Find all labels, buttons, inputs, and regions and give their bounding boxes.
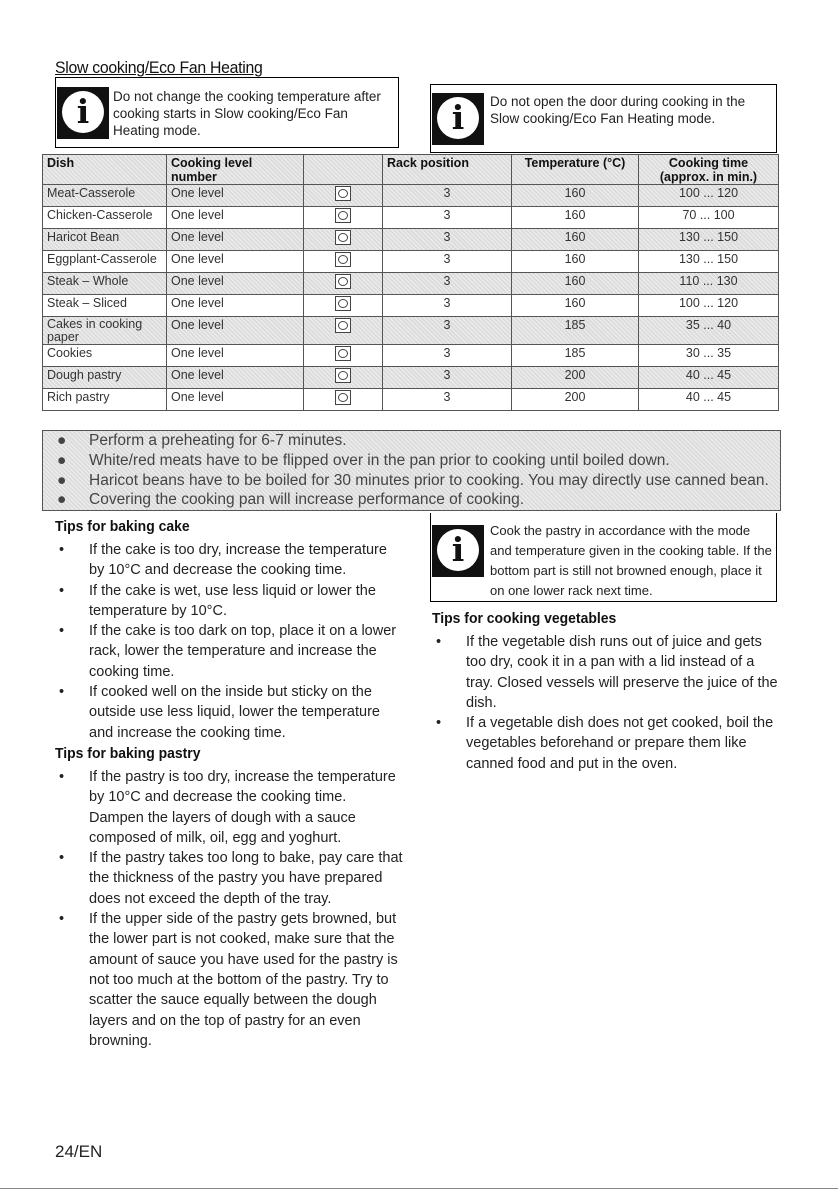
page-number: 24/EN: [55, 1142, 103, 1161]
info-box-pastry: [430, 513, 777, 602]
table-row: [43, 185, 779, 207]
cell-temperature: 160: [512, 295, 639, 317]
header-cooking-time: Cooking time (approx. in min.): [639, 155, 779, 185]
cell-fan: [304, 367, 383, 389]
cell-temperature: 160: [512, 273, 639, 295]
cell-fan: [304, 207, 383, 229]
list-item: • If the cake is wet, use less liquid or lower the temperature by 10°C.: [55, 581, 400, 622]
fan-heating-icon: [335, 368, 351, 383]
cell-dish: Dough pastry: [43, 367, 167, 389]
info-icon: i: [432, 93, 484, 145]
cell-time: 30 ... 35: [639, 345, 779, 367]
tips-pastry-list: [55, 767, 403, 1051]
info-box-door: [430, 84, 777, 153]
cell-dish: Steak – Sliced: [43, 295, 167, 317]
cell-fan: [304, 317, 383, 345]
header-dish: Dish: [43, 155, 167, 185]
cell-temperature: 160: [512, 207, 639, 229]
cell-fan: [304, 389, 383, 411]
cell-temperature: 200: [512, 389, 639, 411]
list-item: • If the vegetable dish runs out of juice and gets too dry, cook it in a pan with a lid instead of a tray. Closed vessels will preserve the juice of the dish.: [432, 632, 782, 713]
cell-level: One level: [167, 273, 304, 295]
info-icon: i: [57, 87, 109, 139]
cell-temperature: 185: [512, 345, 639, 367]
cell-fan: [304, 229, 383, 251]
cell-time: 40 ... 45: [639, 367, 779, 389]
cell-time: 100 ... 120: [639, 295, 779, 317]
footer-divider: [0, 1188, 838, 1189]
cell-temperature: 160: [512, 251, 639, 273]
cooking-table: [42, 154, 779, 411]
header-rack: Rack position: [383, 155, 512, 185]
info-box-temperature: [55, 77, 399, 148]
info-icon: i: [432, 525, 484, 577]
table-row: [43, 367, 779, 389]
cell-dish: Haricot Bean: [43, 229, 167, 251]
cell-fan: [304, 295, 383, 317]
cell-level: One level: [167, 295, 304, 317]
cell-rack: 3: [383, 345, 512, 367]
cell-level: One level: [167, 207, 304, 229]
note-item: ● Covering the cooking pan will increase performance of cooking.: [57, 491, 525, 509]
info-text-pastry: Cook the pastry in accordance with the mode and temperature given in the cooking table. If the bottom part is still not browned enough, place it on one lower rack next time.: [490, 523, 772, 598]
note-item: ● White/red meats have to be flipped over in the pan prior to cooking until boiled down.: [57, 451, 670, 469]
list-item: • If the pastry takes too long to bake, pay care that the thickness of the pastry you have prepared does not exceed the depth of the tray.: [55, 848, 403, 909]
fan-heating-icon: [335, 230, 351, 245]
fan-heating-icon: [335, 318, 351, 333]
cell-dish: Meat-Casserole: [43, 185, 167, 207]
table-row: [43, 345, 779, 367]
cell-fan: [304, 185, 383, 207]
tips-pastry-title: Tips for baking pastry: [55, 745, 201, 762]
header-cooking-level: Cooking level number: [167, 155, 304, 185]
list-item: • If the cake is too dark on top, place it on a lower rack, lower the temperature and increase the cooking time.: [55, 621, 400, 682]
tips-cake-title: Tips for baking cake: [55, 518, 190, 535]
fan-heating-icon: [335, 346, 351, 361]
table-row: [43, 273, 779, 295]
cell-rack: 3: [383, 251, 512, 273]
table-row: [43, 229, 779, 251]
list-item: • If cooked well on the inside but sticky on the outside use less liquid, lower the temperature and increase the cooking time.: [55, 682, 400, 743]
list-item: • If a vegetable dish does not get cooked, boil the vegetables beforehand or prepare them like canned food and put in the oven.: [432, 713, 782, 774]
fan-heating-icon: [335, 208, 351, 223]
table-row: [43, 207, 779, 229]
cell-temperature: 160: [512, 229, 639, 251]
cell-rack: 3: [383, 389, 512, 411]
cell-dish: Rich pastry: [43, 389, 167, 411]
cell-level: One level: [167, 345, 304, 367]
section-title: Slow cooking/Eco Fan Heating: [55, 58, 263, 77]
cell-dish: Cookies: [43, 345, 167, 367]
fan-heating-icon: [335, 274, 351, 289]
cell-time: 40 ... 45: [639, 389, 779, 411]
fan-heating-icon: [335, 186, 351, 201]
note-item: ● Haricot beans have to be boiled for 30 minutes prior to cooking. You may directly use canned bean.: [57, 471, 769, 489]
cell-rack: 3: [383, 185, 512, 207]
cell-rack: 3: [383, 367, 512, 389]
cell-level: One level: [167, 317, 304, 345]
table-row: [43, 251, 779, 273]
cell-dish: Cakes in cooking paper: [43, 317, 167, 345]
list-item: • If the cake is too dry, increase the temperature by 10°C and decrease the cooking time.: [55, 540, 400, 581]
cell-fan: [304, 251, 383, 273]
cell-rack: 3: [383, 295, 512, 317]
cell-time: 35 ... 40: [639, 317, 779, 345]
tips-veg-list: [432, 632, 782, 774]
header-fan: [304, 155, 383, 185]
cell-time: 70 ... 100: [639, 207, 779, 229]
cell-dish: Chicken-Casserole: [43, 207, 167, 229]
cell-level: One level: [167, 185, 304, 207]
tips-cake-list: [55, 540, 400, 743]
cell-level: One level: [167, 367, 304, 389]
table-header-row: [43, 155, 779, 185]
table-row: [43, 317, 779, 345]
cell-rack: 3: [383, 229, 512, 251]
notes-box: [42, 430, 781, 511]
table-row: [43, 389, 779, 411]
list-item: • If the upper side of the pastry gets browned, but the lower part is not cooked, make sure that the amount of sauce you have used for the pastry is not too much at the bottom of the pastry. Try to scatter the sauce equally between the dough layers and on the top of pastry for an even browning.: [55, 909, 403, 1051]
cell-rack: 3: [383, 273, 512, 295]
list-item: • If the pastry is too dry, increase the temperature by 10°C and decrease the cooking time. Dampen the layers of dough with a sauce composed of milk, oil, egg and yoghurt.: [55, 767, 403, 848]
info-text-temperature: Do not change the cooking temperature after cooking starts in Slow cooking/Eco Fan Heating mode.: [113, 89, 381, 138]
cell-fan: [304, 345, 383, 367]
fan-heating-icon: [335, 252, 351, 267]
header-temperature: Temperature (°C): [512, 155, 639, 185]
cell-time: 100 ... 120: [639, 185, 779, 207]
info-text-door: Do not open the door during cooking in the Slow cooking/Eco Fan Heating mode.: [490, 94, 746, 126]
cell-time: 110 ... 130: [639, 273, 779, 295]
cell-dish: Steak – Whole: [43, 273, 167, 295]
cell-rack: 3: [383, 207, 512, 229]
fan-heating-icon: [335, 390, 351, 405]
cell-rack: 3: [383, 317, 512, 345]
cell-level: One level: [167, 389, 304, 411]
tips-veg-title: Tips for cooking vegetables: [432, 610, 617, 627]
cell-dish: Eggplant-Casserole: [43, 251, 167, 273]
cell-level: One level: [167, 229, 304, 251]
cell-time: 130 ... 150: [639, 229, 779, 251]
cell-time: 130 ... 150: [639, 251, 779, 273]
fan-heating-icon: [335, 296, 351, 311]
cell-temperature: 160: [512, 185, 639, 207]
cell-temperature: 185: [512, 317, 639, 345]
note-item: ● Perform a preheating for 6-7 minutes.: [57, 432, 347, 449]
table-row: [43, 295, 779, 317]
cell-fan: [304, 273, 383, 295]
cell-temperature: 200: [512, 367, 639, 389]
cell-level: One level: [167, 251, 304, 273]
